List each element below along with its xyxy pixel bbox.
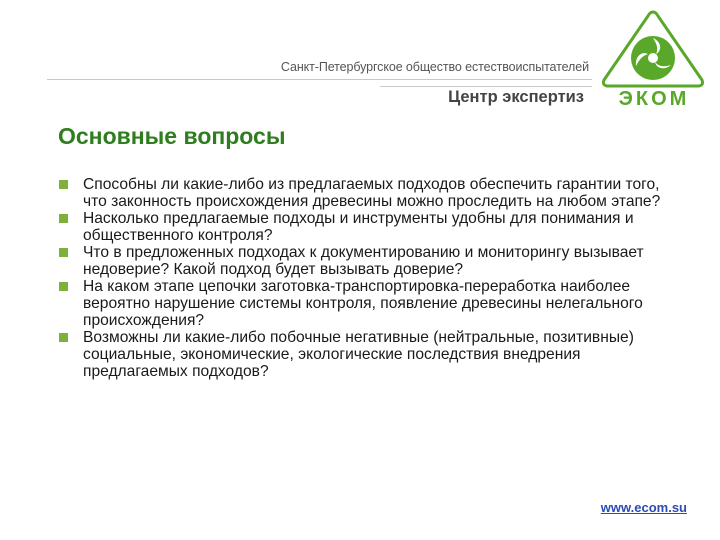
- list-item: [58, 210, 678, 244]
- logo-wordmark: ЭКОМ: [618, 88, 690, 110]
- page-title: Основные вопросы: [58, 123, 286, 149]
- list-item-text: Насколько предлагаемые подходы и инструменты удобны для понимания и общественного контроля?: [83, 210, 634, 244]
- website-link[interactable]: www.ecom.su: [600, 500, 687, 515]
- list-item-text: На каком этапе цепочки заготовка-транспортировка-переработка наиболее вероятно нарушение системы контроля, появление древесины нелегального происхождения?: [83, 278, 643, 329]
- header-divider: [47, 79, 592, 80]
- organization-name: Санкт-Петербургское общество естествоиспытателей: [280, 60, 589, 74]
- square-bullet-icon: [59, 333, 68, 342]
- list-item: [58, 176, 678, 210]
- square-bullet-icon: [59, 248, 68, 257]
- square-bullet-icon: [59, 180, 68, 189]
- square-bullet-icon: [59, 214, 68, 223]
- list-item-text: Способны ли какие-либо из предлагаемых подходов обеспечить гарантии того, что законность происхождения древесины можно проследить на любом этапе?: [83, 176, 661, 210]
- list-item: [58, 278, 678, 329]
- list-item: [58, 329, 678, 380]
- list-item-text: Что в предложенных подходах к документированию и мониторингу вызывает недоверие? Какой подход будет вызывать доверие?: [83, 244, 644, 278]
- questions-list: [58, 176, 678, 380]
- list-item: [58, 244, 678, 278]
- center-name: Центр экспертиз: [448, 88, 584, 106]
- list-item-text: Возможны ли какие-либо побочные негативные (нейтральные, позитивные) социальные, экономические, экологические последствия внедрения предлагаемых подходов?: [83, 329, 634, 380]
- square-bullet-icon: [59, 282, 68, 291]
- header-divider-short: [380, 86, 592, 87]
